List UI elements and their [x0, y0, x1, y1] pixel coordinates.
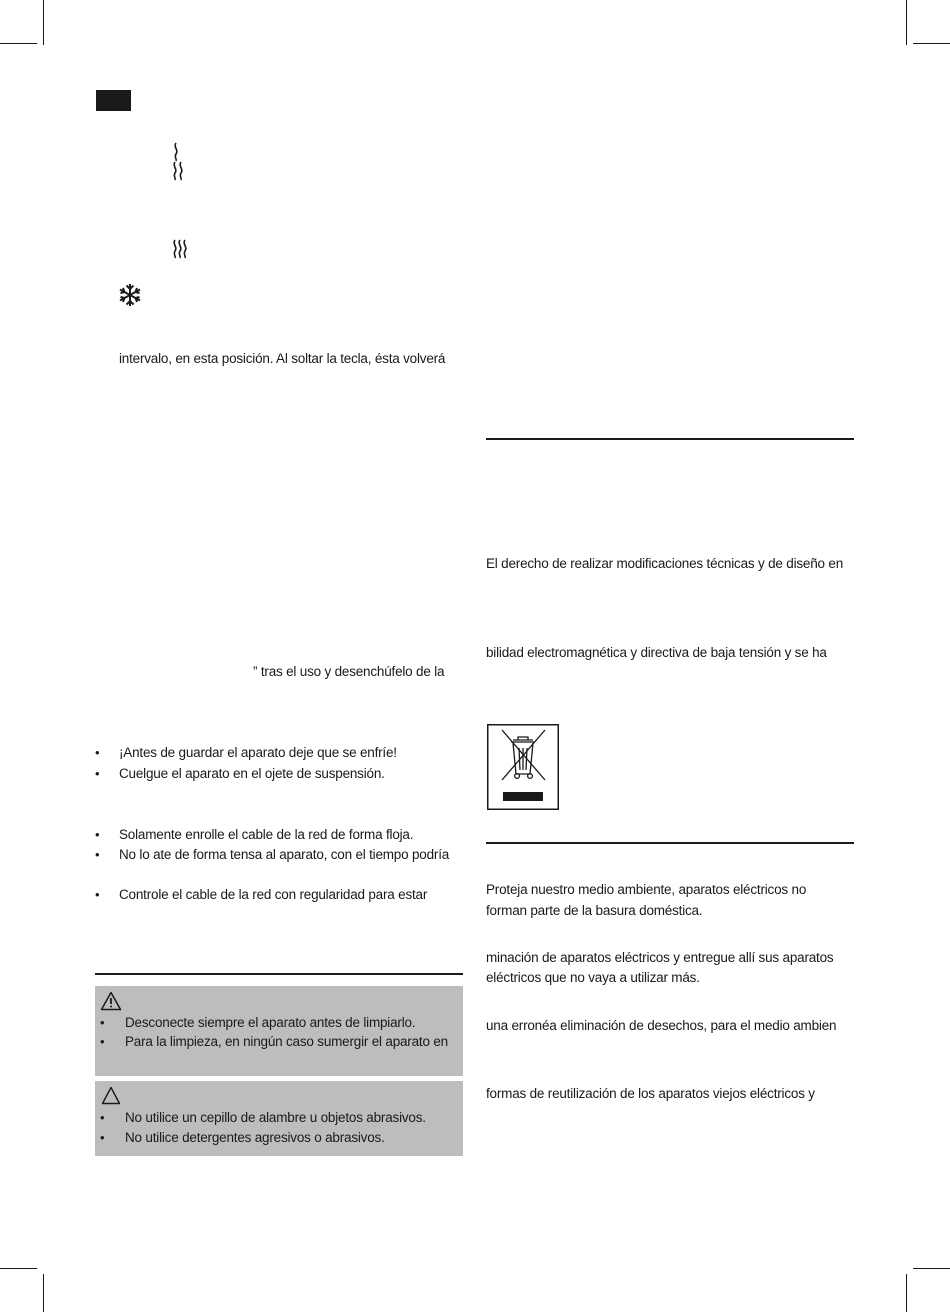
- storage-bullet-2: Cuelgue el aparato en el ojete de suspensión.: [119, 766, 385, 781]
- storage-bullet-1: ¡Antes de guardar el aparato deje que se enfríe!: [119, 745, 397, 760]
- bullet: •: [95, 847, 100, 862]
- warning-bullet-1: Desconecte siempre el aparato antes de limpiarlo.: [125, 1015, 416, 1030]
- crop-mark: [0, 1268, 37, 1269]
- interval-text: intervalo, en esta posición. Al soltar la tecla, ésta volverá: [119, 351, 446, 366]
- crop-mark: [43, 1274, 44, 1312]
- section-rule: [486, 438, 854, 440]
- steam-2-icon: [170, 161, 186, 181]
- env-text-1a: Proteja nuestro medio ambiente, aparatos eléctricos no: [486, 882, 807, 897]
- crop-mark: [913, 43, 950, 44]
- section-rule: [95, 973, 463, 975]
- cable-bullet-2: No lo ate de forma tensa al aparato, con el tiempo podría: [119, 847, 450, 862]
- warning-triangle-icon: [100, 991, 122, 1011]
- caution-bullet-1: No utilice un cepillo de alambre u objetos abrasivos.: [125, 1110, 426, 1125]
- crop-mark: [906, 0, 907, 45]
- compat-text: bilidad electromagnética y directiva de baja tensión y se ha: [486, 645, 827, 660]
- env-text-4: formas de reutilización de los aparatos viejos eléctricos y: [486, 1086, 815, 1101]
- steam-1-icon: [170, 142, 182, 162]
- env-text-1b: forman parte de la basura doméstica.: [486, 903, 703, 918]
- caution-triangle-icon: [101, 1086, 121, 1105]
- bullet: •: [95, 887, 100, 902]
- rights-text: El derecho de realizar modificaciones técnicas y de diseño en: [486, 556, 844, 571]
- section-rule: [486, 842, 854, 844]
- crop-mark: [43, 0, 44, 45]
- bullet: •: [100, 1110, 105, 1125]
- crop-mark: [906, 1274, 907, 1312]
- steam-3-icon: [171, 239, 189, 259]
- warning-bullet-2: Para la limpieza, en ningún caso sumergir el aparato en: [125, 1034, 448, 1049]
- crop-mark: [913, 1268, 950, 1269]
- caution-bullet-2: No utilice detergentes agresivos o abrasivos.: [125, 1130, 385, 1145]
- bullet: •: [100, 1034, 105, 1049]
- env-text-2b: eléctricos que no vaya a utilizar más.: [486, 970, 700, 985]
- bullet: •: [100, 1015, 105, 1030]
- bullet: •: [95, 827, 100, 842]
- control-bullet: Controle el cable de la red con regularidad para estar: [119, 887, 428, 902]
- bullet: •: [100, 1130, 105, 1145]
- env-text-3: una erronéa eliminación de desechos, para el medio ambien: [486, 1018, 837, 1033]
- env-text-2a: minación de aparatos eléctricos y entregue allí sus aparatos: [486, 950, 834, 965]
- bullet: •: [95, 766, 100, 781]
- crop-mark: [0, 43, 37, 44]
- bullet: •: [95, 745, 100, 760]
- language-tab: [96, 90, 131, 111]
- crossed-out-wheelie-bin-icon: [487, 724, 559, 810]
- after-use-text: ” tras el uso y desenchúfelo de la: [253, 664, 445, 679]
- cable-bullet-1: Solamente enrolle el cable de la red de forma floja.: [119, 827, 414, 842]
- snowflake-icon: [118, 283, 142, 307]
